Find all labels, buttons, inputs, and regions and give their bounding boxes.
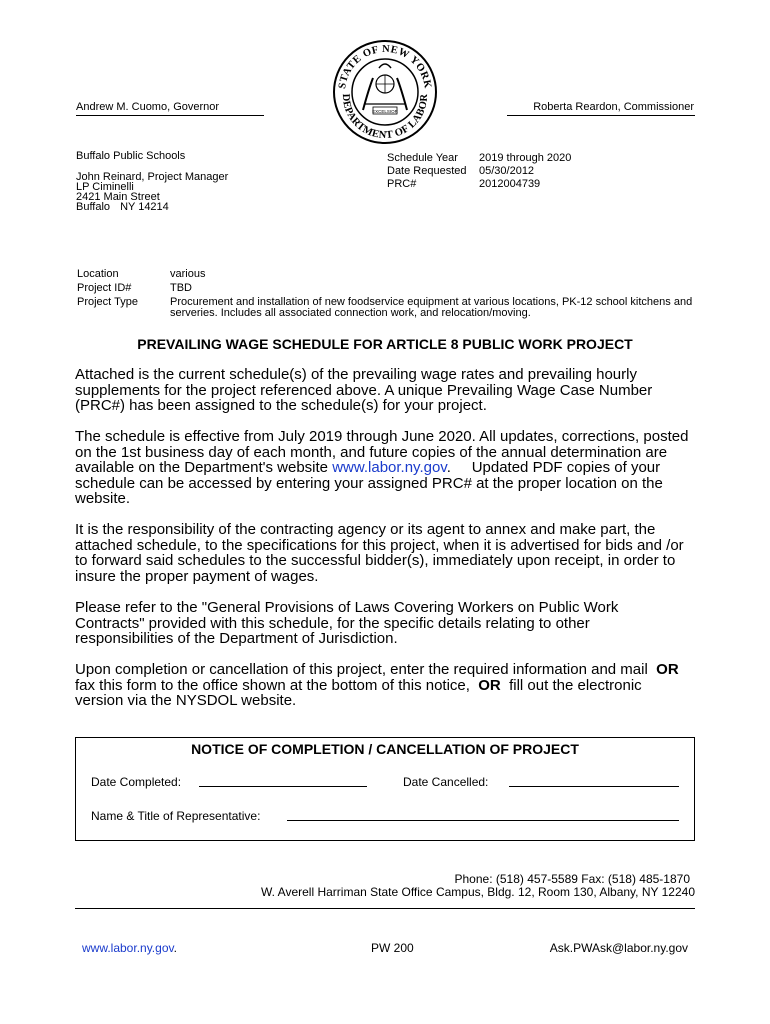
recipient-state-zip: NY 14214	[120, 201, 169, 213]
project-type-value-2: serveries. Includes all associated connection work, and relocation/moving.	[170, 307, 531, 319]
paragraph-line: to forward said schedules to the successful bidder(s), immediately upon receipt, in order to	[75, 552, 676, 569]
prc-label: PRC#	[387, 178, 417, 190]
paragraph-text: . Updated PDF copies of your	[446, 459, 661, 476]
paragraph-line	[75, 662, 700, 678]
svg-text:STATE OF NEW YORK: STATE OF NEW YORK	[337, 43, 433, 90]
office-address: W. Averell Harriman State Office Campus, Bldg. 12, Room 130, Albany, NY 12240	[260, 885, 695, 899]
paragraph-responsibility	[75, 522, 700, 584]
paragraph-text: fill out the electronic	[500, 676, 642, 694]
paragraph-text: fax this form to the office shown at the bottom of this notice,	[75, 676, 479, 694]
paragraph-line: supplements for the project referenced above. A unique Prevailing Wage Case Number	[75, 381, 653, 399]
footer-website-period: .	[173, 941, 177, 955]
paragraph-line: attached schedule, to the specifications for this project, when it is advertised for bids and /or	[75, 536, 684, 554]
footer-email[interactable]: Ask.PWAsk@labor.ny.gov	[549, 941, 688, 955]
footer-website-link[interactable]: www.labor.ny.gov	[82, 941, 174, 955]
paragraph-line: responsibilities of the Department of Jurisdiction.	[75, 630, 398, 647]
governor-rule	[76, 115, 264, 116]
footer-rule	[75, 908, 695, 909]
representative-field[interactable]	[287, 820, 679, 821]
date-cancelled-field[interactable]	[509, 786, 679, 787]
recipient-org: Buffalo Public Schools	[76, 150, 186, 162]
recipient-company: LP Ciminelli	[76, 181, 134, 193]
paragraph-line	[75, 678, 700, 694]
governor-name: Andrew M. Cuomo, Governor	[76, 101, 220, 113]
paragraph-line: insure the proper payment of wages.	[75, 567, 319, 585]
department-seal	[331, 38, 439, 146]
date-completed-label: Date Completed:	[91, 775, 182, 789]
or-emphasis: OR	[478, 676, 501, 694]
footer-website	[82, 941, 177, 955]
paragraph-line: It is the responsibility of the contracting agency or its agent to annex and make part, the	[75, 521, 656, 538]
date-completed-field[interactable]	[199, 786, 367, 787]
commissioner-name: Roberta Reardon, Commissioner	[533, 101, 694, 113]
svg-text:EXCELSIOR: EXCELSIOR	[372, 109, 398, 114]
prc-value: 2012004739	[479, 178, 541, 190]
paragraph-line: schedule can be accessed by entering your assigned PRC# at the proper location on the	[75, 474, 663, 492]
website-link[interactable]: www.labor.ny.gov	[332, 459, 447, 476]
schedule-year-label: Schedule Year	[387, 152, 458, 164]
location-value: various	[170, 268, 206, 280]
paragraph-line: website.	[75, 490, 131, 507]
project-type-value-1: Procurement and installation of new foodservice equipment at various locations, PK-12 school kitchens and	[170, 296, 693, 308]
recipient-city-line	[76, 201, 169, 213]
date-requested-value: 05/30/2012	[479, 165, 535, 177]
project-id-label: Project ID#	[77, 282, 132, 294]
paragraph-line: Contracts" provided with this schedule, for the specific details relating to other	[75, 614, 590, 632]
paragraph-line: Attached is the current schedule(s) of the prevailing wage rates and prevailing hourly	[75, 366, 637, 383]
paragraph-line: The schedule is effective from July 2019 through June 2020. All updates, corrections, posted	[75, 428, 689, 445]
paragraph-schedule-effective	[75, 429, 700, 507]
or-emphasis: OR	[656, 661, 679, 678]
form-number: PW 200	[371, 941, 414, 955]
date-requested-label: Date Requested	[387, 165, 467, 177]
paragraph-line: on the 1st business day of each month, and future copies of the annual determination are	[75, 443, 668, 461]
commissioner-rule	[507, 115, 695, 116]
representative-label: Name & Title of Representative:	[91, 809, 261, 823]
phone-fax: Phone: (518) 457-5589 Fax: (518) 485-1870	[454, 872, 690, 886]
recipient-city: Buffalo	[76, 201, 111, 213]
paragraph-attached	[75, 367, 700, 414]
schedule-year-value: 2019 through 2020	[479, 152, 572, 164]
paragraph-line: Please refer to the "General Provisions of Laws Covering Workers on Public Work	[75, 599, 619, 616]
document-title: PREVAILING WAGE SCHEDULE FOR ARTICLE 8 PUBLIC WORK PROJECT	[137, 336, 633, 352]
paragraph-line: version via the NYSDOL website.	[75, 692, 297, 709]
paragraph-text: available on the Department's website	[75, 459, 333, 476]
notice-title: NOTICE OF COMPLETION / CANCELLATION OF PROJECT	[191, 741, 579, 757]
recipient-street: 2421 Main Street	[76, 191, 160, 203]
recipient-contact: John Reinard, Project Manager	[76, 171, 229, 183]
location-label: Location	[77, 268, 119, 280]
project-id-value: TBD	[170, 282, 192, 294]
notice-box	[75, 737, 695, 841]
paragraph-completion	[75, 662, 700, 709]
seal-icon	[331, 38, 439, 146]
paragraph-line	[75, 460, 700, 476]
svg-text:DEPARTMENT OF LABOR: DEPARTMENT OF LABOR	[339, 93, 431, 142]
project-type-label: Project Type	[77, 296, 138, 308]
paragraph-text: Upon completion or cancellation of this project, enter the required information and mail	[75, 661, 657, 678]
date-cancelled-label: Date Cancelled:	[403, 775, 489, 789]
paragraph-line: (PRC#) has been assigned to the schedule(s) for your project.	[75, 397, 487, 414]
paragraph-general-provisions	[75, 600, 700, 647]
